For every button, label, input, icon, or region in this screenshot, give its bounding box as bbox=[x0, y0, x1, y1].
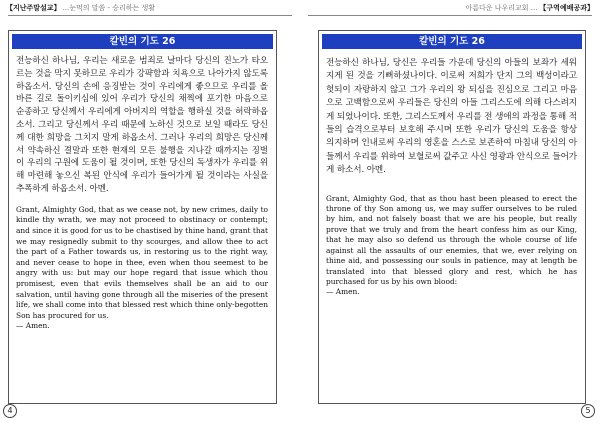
right-page bbox=[300, 0, 600, 424]
right-korean-prayer: 전능하신 하나님, 당신은 우리들 가운데 당신의 아들의 보좌가 세워지게 된 것을 기뻐하셨나이다. 이로써 저희가 단지 그의 백성이라고 헛되이 자랑하지 않고 그가 우리의 왕 되심을 진심으로 그리고 마음으로 고백함으로써 우리들은 당신의 아들 그리스도에 의해 다스려지게 되었나이다. 또한, 그리스도께서 우리를 전 생애의 과정을 통해 적들의 습격으로부터 보호해 주시며 또한 우리가 당신의 도움을 항상 의지하며 인내로써 우리의 영혼을 스스로 보존하여 마침내 당신의 아들께서 우리를 위하여 보혈로써 값주고 사신 영광과 안식으로 들어가게 하소서. 아멘. bbox=[326, 58, 577, 176]
left-header-divider bbox=[8, 15, 292, 16]
right-prayer-box bbox=[318, 30, 586, 404]
left-header-tag: 【지난주말설교】 bbox=[6, 4, 61, 12]
right-header-subtitle: 아름다운 나우리교회 ... bbox=[465, 4, 538, 12]
left-page-number: 4 bbox=[3, 404, 17, 418]
left-prayer-title: 칼빈의 기도 26 bbox=[12, 34, 273, 49]
right-header bbox=[465, 2, 594, 14]
right-header-tag: 【구역예배공과】 bbox=[539, 4, 594, 12]
right-header-divider bbox=[308, 15, 592, 16]
left-amen: — Amen. bbox=[16, 321, 50, 331]
right-english-prayer bbox=[319, 194, 585, 298]
left-header-subtitle: ...눈먹의 말씀 - 승리하는 생활 bbox=[62, 4, 156, 12]
left-korean-prayer: 전능하신 하나님, 우리는 새로운 범죄로 날마다 당신의 진노가 타오르는 것을 막지 못하므로 우리가 강퍅함과 치욕으로 나아가지 않도록 하옵소서. 당신의 손에 응징받는 것이 우리에게 좋으므로 우리를 올바른 길로 돌이키심에 있어 우리가 당신의 채찍에 포기한 마음으로 순종하고 당신께서 우리에게 아버지의 역할을 행하실 것을 허락하옵소서. 그리고 당신께서 우리 때문에 노하신 것으로 보일 때라도 당신께 대한 희망을 그치지 말게 하옵소서. 그러나 우리의 희망은 당신께서 약속하신 결말과 또한 현재의 모든 불행을 지나갈 때까지는 징벌이 우리의 구원에 도움이 될 것이며, 또한 당신의 독생자가 우리를 위해 마련해 놓으신 복된 안식에 우리가 들어가게 될 것이라는 사실을 추폭하게 하옵소서. 아멘. bbox=[16, 56, 268, 194]
left-english-body: Grant, Almighty God, that as we cease not, by new crimes, daily to kindle thy wrath, we may not proceed to obstinacy or contempt; and since it is good for us to be chastised by thine hand, grant that we may resignedly submit to thy scourges, and allow thee to act the part of a Father towards us, in restoring us to the right way, and never cease to hope in thee, even when thou seemest to be angry with us: but may our hope regard that issue which thou promisest, even that evils themselves shall be an aid to our salvation, until having gone through all the miseries of the present life, we shall come into that blessed rest which thine only-begotten Son has procured for us. bbox=[16, 204, 268, 320]
right-amen: — Amen. bbox=[326, 287, 360, 297]
right-english-body: Grant, Almighty God, that as thou hast been pleased to erect the throne of thy Son among us, we may suffer ourselves to be ruled by him, and not falsely boast that we are his people, but really prove that we truly and from the heart confess him as our King, that he may also so defend us through the whole course of life against all the assaults of our enemies, that we, ever relying on thine aid, and possessing our souls in patience, may at length be translated into that blessed glory and rest, which he has purchased for us by his own blood: bbox=[326, 193, 577, 286]
left-prayer-box bbox=[8, 30, 277, 404]
right-page-number: 5 bbox=[581, 404, 595, 418]
right-prayer-title: 칼빈의 기도 26 bbox=[322, 34, 582, 49]
left-header bbox=[6, 2, 155, 14]
left-english-prayer bbox=[9, 205, 276, 332]
